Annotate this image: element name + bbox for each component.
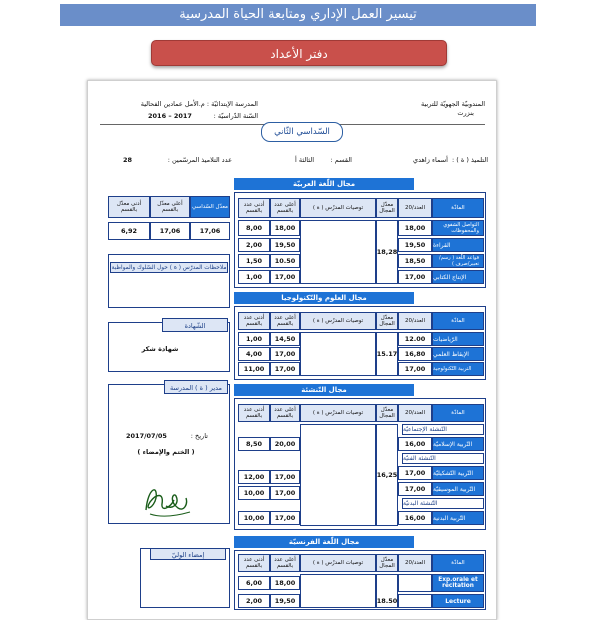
min-cell: 1,50	[238, 254, 270, 268]
semester-title: السّداسي الثّاني	[261, 122, 343, 142]
teacher-notes-cell[interactable]	[300, 332, 376, 376]
domain-arabic-title: مجال اللّغة العربيّة	[234, 178, 414, 190]
max-cell: 18,00	[270, 220, 300, 236]
max-cell: 19,50	[270, 594, 300, 608]
subject-label: الإنتاج الكتابي	[432, 270, 484, 284]
class-label: القسم :	[330, 156, 352, 164]
teacher-notes-cell[interactable]	[300, 220, 376, 284]
grade-cell[interactable]: 17,00	[398, 482, 432, 496]
grade-cell[interactable]: 16,80	[398, 347, 432, 361]
domain-avg-cell: 18,28	[376, 220, 398, 284]
grade-cell[interactable]: 16,00	[398, 437, 432, 451]
class-name: الثالثة أ	[294, 156, 314, 164]
class-min-avg-value: 6,92	[108, 222, 150, 240]
grade-book-button[interactable]: دفتر الأعداد	[151, 40, 447, 66]
grade-cell[interactable]: 18,00	[398, 220, 432, 236]
school-name: المدرسة الإبتدائيّة : م.الأمل عمادين الفحالية	[140, 100, 258, 108]
grade-cell[interactable]: 17,00	[398, 362, 432, 376]
subgroup-label: التّنشئة الإجتماعيّة	[402, 424, 484, 435]
col-notes-header: توصيات المدرّس ( ة )	[300, 198, 376, 218]
min-cell: 1,00	[238, 270, 270, 284]
subject-label: التّربية الإسلاميّة	[432, 437, 484, 451]
domain-french-title: مجال اللّغة الفرنسيّة	[234, 536, 414, 548]
col-domain-avg-header: معدّل المجال	[376, 554, 398, 572]
year-label: السّنة الدّراسيّة :	[213, 112, 258, 120]
col-grade-header: العدد/20	[398, 312, 432, 330]
col-subject-header: المادّة	[432, 312, 484, 330]
semester-avg-header: معدّل السّداسي	[190, 196, 230, 218]
grade-cell[interactable]: 19,50	[398, 238, 432, 252]
col-max-header: أعلى عدد بالقسم	[270, 312, 300, 330]
max-cell: 17,00	[270, 470, 300, 484]
seal-and-signature-note: ( الختم والإمضاء )	[137, 448, 195, 456]
certificate-title: الشّهادة	[162, 318, 228, 332]
col-grade-header: العدد/20	[398, 404, 432, 422]
domain-avg-cell: 15.17	[376, 332, 398, 376]
min-cell: 11,00	[238, 362, 270, 376]
subgroup-label: التّنشئة الفنيّة	[402, 453, 484, 464]
max-cell: 14,50	[270, 332, 300, 346]
min-cell: 1,00	[238, 332, 270, 346]
subject-label: الرّياضيات	[432, 332, 484, 346]
subject-label: Exp.orale et récitation	[432, 574, 484, 592]
max-cell: 17,00	[270, 511, 300, 525]
domain-upbringing-title: مجال التّنشئة	[234, 384, 414, 396]
col-grade-header: العدد/20	[398, 554, 432, 572]
subject-label: التّربية البدنية	[432, 511, 484, 525]
grade-cell[interactable]: 12.00	[398, 332, 432, 346]
min-cell: 2,00	[238, 594, 270, 608]
teacher-notes-title: ملاحظات المدرّس ( ة ) حول السّلوك والمواظبة	[110, 262, 228, 273]
class-min-avg-header: أدنى معدّل بالقسم	[108, 196, 150, 218]
max-cell: 17,00	[270, 362, 300, 376]
subject-label: الإيقاظ العلمي	[432, 347, 484, 361]
subject-label: Lecture	[432, 594, 484, 608]
subject-label: التربية التّكنولوجية	[432, 362, 484, 376]
subject-label: قواعد اللّغة ( رسم/تعبير/صرف )	[432, 254, 484, 268]
col-subject-header: المادّة	[432, 198, 484, 218]
max-cell: 17,00	[270, 270, 300, 284]
subject-label: التواصل الشفوي والمحفوظات	[432, 220, 484, 236]
subject-label: التّربية الموسيقيّة	[432, 482, 484, 496]
sign-date: 2017/07/05	[126, 432, 167, 440]
col-notes-header: توصيات المدرّس ( ة )	[300, 554, 376, 572]
col-grade-header: العدد/20	[398, 198, 432, 218]
semester-avg-value: 17,06	[190, 222, 230, 240]
col-max-header: أعلى عدد بالقسم	[270, 198, 300, 218]
col-min-header: أدنى عدد بالقسم	[238, 554, 270, 572]
domain-science-title: مجال العلوم والتّكنولوجيا	[234, 292, 414, 304]
grade-cell[interactable]	[398, 594, 432, 608]
guardian-signature-title: إمضاء الوليّ	[150, 548, 226, 560]
col-domain-avg-header: معدّل المجال	[376, 198, 398, 218]
min-cell: 6,00	[238, 576, 270, 590]
director-signature-icon	[136, 478, 196, 520]
teacher-notes-cell[interactable]	[300, 424, 376, 526]
grade-cell[interactable]: 16,00	[398, 511, 432, 525]
col-notes-header: توصيات المدرّس ( ة )	[300, 404, 376, 422]
app-title-banner: تيسير العمل الإداري ومتابعة الحياة المدرسية	[60, 4, 536, 26]
domain-avg-cell: 16,25	[376, 424, 398, 526]
col-min-header: أدنى عدد بالقسم	[238, 198, 270, 218]
col-min-header: أدنى عدد بالقسم	[238, 404, 270, 422]
col-subject-header: المادّة	[432, 554, 484, 572]
col-domain-avg-header: معدّل المجال	[376, 404, 398, 422]
max-cell: 20,00	[270, 437, 300, 451]
col-min-header: أدنى عدد بالقسم	[238, 312, 270, 330]
director-title: مدير ( ة ) المدرسة	[164, 380, 228, 394]
col-notes-header: توصيات المدرّس ( ة )	[300, 312, 376, 330]
col-subject-header: المادّة	[432, 404, 484, 422]
grade-cell[interactable]	[398, 574, 432, 592]
grade-cell[interactable]: 17,00	[398, 466, 432, 480]
min-cell: 2,00	[238, 238, 270, 252]
enrolled-count: 28	[123, 156, 133, 164]
col-max-header: أعلى عدد بالقسم	[270, 554, 300, 572]
col-max-header: أعلى عدد بالقسم	[270, 404, 300, 422]
min-cell: 12,00	[238, 470, 270, 484]
school-year: 2016 – 2017	[148, 112, 192, 120]
min-cell: 10,00	[238, 511, 270, 525]
region-name: بنزرت	[457, 109, 474, 117]
enrolled-label: عدد التلاميذ المرسّمين :	[167, 156, 232, 164]
max-cell: 17,00	[270, 486, 300, 500]
subject-label: التّربية التّشكيليّة	[432, 466, 484, 480]
grade-cell[interactable]: 17,00	[398, 270, 432, 284]
student-label: التلميذ ( ة ) :	[452, 156, 488, 164]
subgroup-label: التّنشئة البدنيّة	[402, 498, 484, 509]
max-cell: 18,00	[270, 576, 300, 590]
class-max-avg-header: أعلى معدّل بالقسم	[150, 196, 190, 218]
subject-label: القراءة	[432, 238, 484, 252]
domain-avg-cell: 18.50	[376, 574, 398, 608]
col-domain-avg-header: معدّل المجال	[376, 312, 398, 330]
max-cell: 17,00	[270, 347, 300, 361]
max-cell: 19,50	[270, 238, 300, 252]
region-label: المندوبيّة الجهويّة للتربية	[420, 100, 485, 108]
teacher-notes-cell[interactable]	[300, 574, 376, 608]
grade-cell[interactable]: 18,50	[398, 254, 432, 268]
min-cell: 8,00	[238, 220, 270, 236]
max-cell: 10.50	[270, 254, 300, 268]
min-cell: 8,50	[238, 437, 270, 451]
date-label: تاريخ :	[190, 432, 208, 440]
student-name: أسماء زاهدي	[413, 156, 448, 164]
min-cell: 4,00	[238, 347, 270, 361]
min-cell: 10,00	[238, 486, 270, 500]
class-max-avg-value: 17,06	[150, 222, 190, 240]
certificate-value: شهادة شكر	[141, 345, 179, 353]
